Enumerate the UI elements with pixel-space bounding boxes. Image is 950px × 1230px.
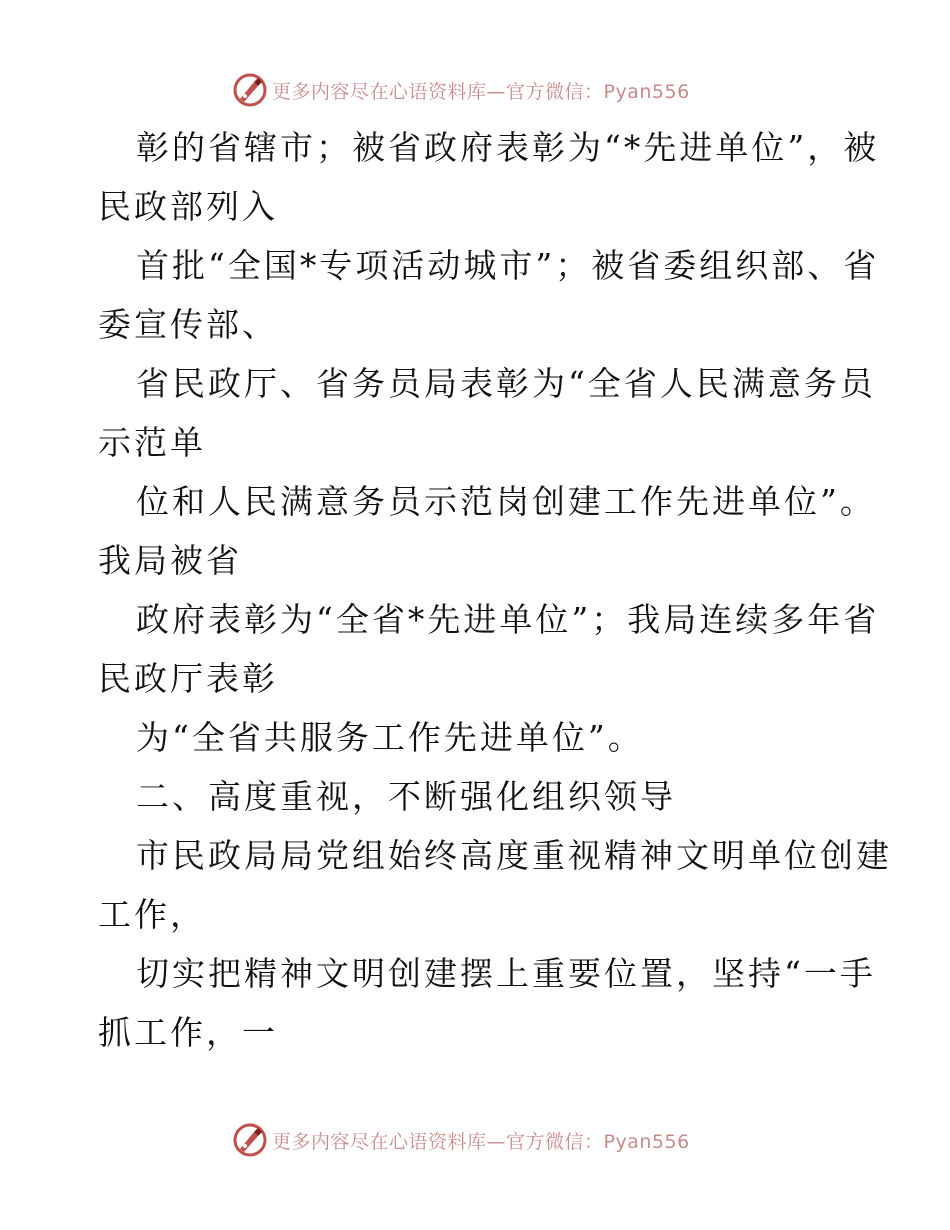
text-line: 民政厅表彰 [98, 659, 278, 698]
text-line: 委宣传部、 [98, 305, 278, 344]
text-line: 为“全省共服务工作先进单位”。 [136, 718, 644, 757]
header-watermark [232, 71, 690, 109]
section-heading: 二、高度重视，不断强化组织领导 [136, 777, 676, 816]
text-line: 切实把精神文明创建摆上重要位置，坚持“一手 [136, 954, 876, 993]
document-body [98, 118, 892, 1062]
text-line: 首批“全国*专项活动城市”；被省委组织部、省 [136, 246, 880, 285]
text-line: 位和人民满意务员示范岗创建工作先进单位”。 [136, 482, 876, 521]
text-line: 示范单 [98, 423, 206, 462]
text-line: 民政部列入 [98, 187, 278, 226]
text-line: 彰的省辖市；被省政府表彰为“*先进单位”，被 [136, 128, 880, 167]
pen-logo-icon [232, 72, 268, 108]
footer-watermark [232, 1121, 690, 1159]
watermark-text: 更多内容尽在心语资料库—官方微信：Pyan556 [272, 80, 690, 103]
text-line: 工作， [98, 895, 206, 934]
pen-logo-icon [232, 1122, 268, 1158]
text-line: 省民政厅、省务员局表彰为“全省人民满意务员 [136, 364, 876, 403]
text-line: 市民政局局党组始终高度重视精神文明单位创建 [136, 836, 892, 875]
watermark-text: 更多内容尽在心语资料库—官方微信：Pyan556 [272, 1130, 690, 1153]
text-line: 抓工作，一 [98, 1013, 278, 1052]
text-line: 我局被省 [98, 541, 242, 580]
text-line: 政府表彰为“全省*先进单位”；我局连续多年省 [136, 600, 880, 639]
